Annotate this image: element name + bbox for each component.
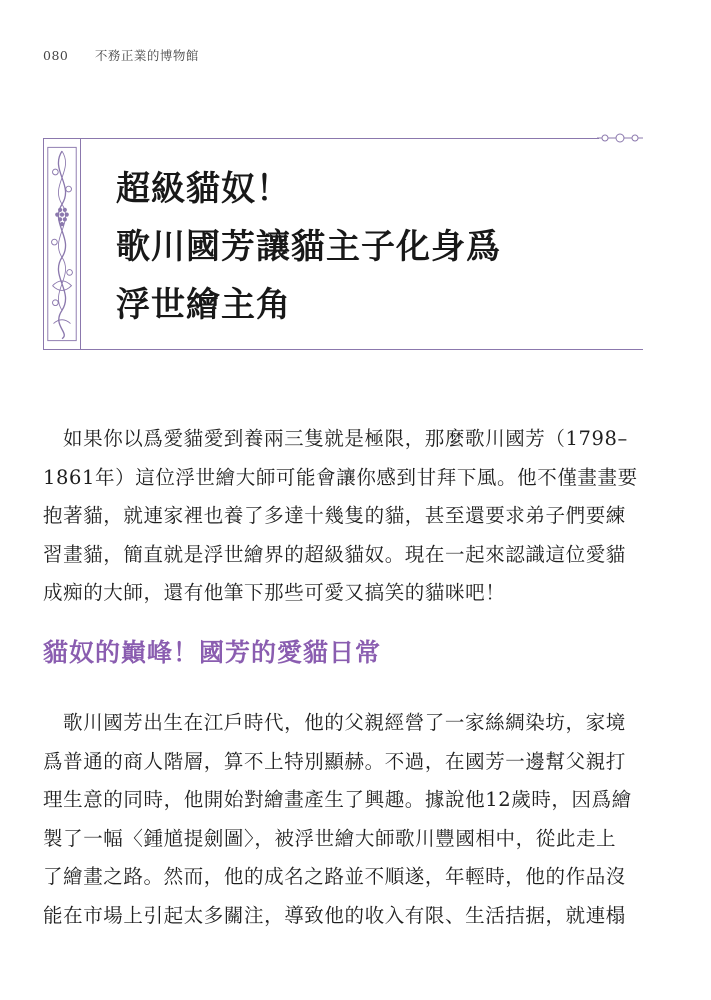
chapter-title xyxy=(116,160,501,334)
running-head xyxy=(43,46,199,64)
paragraph-line: 成痴的大師，還有他筆下那些可愛又搞笑的貓咪吧！ xyxy=(43,581,506,604)
paragraph-line: 製了一幅〈鍾馗提劍圖〉，被浮世繪大師歌川豐國相中，從此走上 xyxy=(43,826,617,850)
chapter-title-line: 歌川國芳讓貓主子化身爲 xyxy=(116,227,501,267)
paragraph-line: 了繪畫之路。然而，他的成名之路並不順遂，年輕時，他的作品沒 xyxy=(43,865,626,888)
page-number: 080 xyxy=(43,48,69,63)
paragraph-line: 能在市場上引起太多關注，導致他的收入有限、生活拮据，就連榻 xyxy=(43,903,626,927)
chapter-title-line: 超級貓奴！ xyxy=(116,169,291,209)
chapter-title-line: 浮世繪主角 xyxy=(116,285,291,325)
paragraph-line: 如果你以爲愛貓愛到養兩三隻就是極限，那麼歌川國芳（1798– xyxy=(63,427,628,450)
paragraph-line: 抱著貓，就連家裡也養了多達十幾隻的貓，甚至還要求弟子們要練 xyxy=(43,504,626,527)
title-top-rule xyxy=(43,138,599,139)
circle-ornament-icon xyxy=(597,132,643,144)
floral-border-pattern-icon xyxy=(43,138,81,350)
chapter-title-box xyxy=(43,138,643,350)
paragraph-line: 爲普通的商人階層，算不上特別顯赫。不過，在國芳一邊幫父親打 xyxy=(43,749,626,773)
paragraph-line: 歌川國芳出生在江戶時代，他的父親經營了一家絲綢染坊，家境 xyxy=(63,711,626,734)
section-heading: 貓奴的巔峰！國芳的愛貓日常 xyxy=(43,638,382,667)
book-title: 不務正業的博物館 xyxy=(94,48,199,63)
title-bottom-rule xyxy=(43,349,643,350)
section-paragraph xyxy=(43,704,643,935)
paragraph-line: 理生意的同時，他開始對繪畫產生了興趣。據說他12歲時，因爲繪 xyxy=(43,788,632,811)
intro-paragraph xyxy=(43,420,643,613)
paragraph-line: 習畫貓，簡直就是浮世繪界的超級貓奴。現在一起來認識這位愛貓 xyxy=(43,542,626,566)
paragraph-line: 1861年）這位浮世繪大師可能會讓你感到甘拜下風。他不僅畫畫要 xyxy=(43,465,638,489)
